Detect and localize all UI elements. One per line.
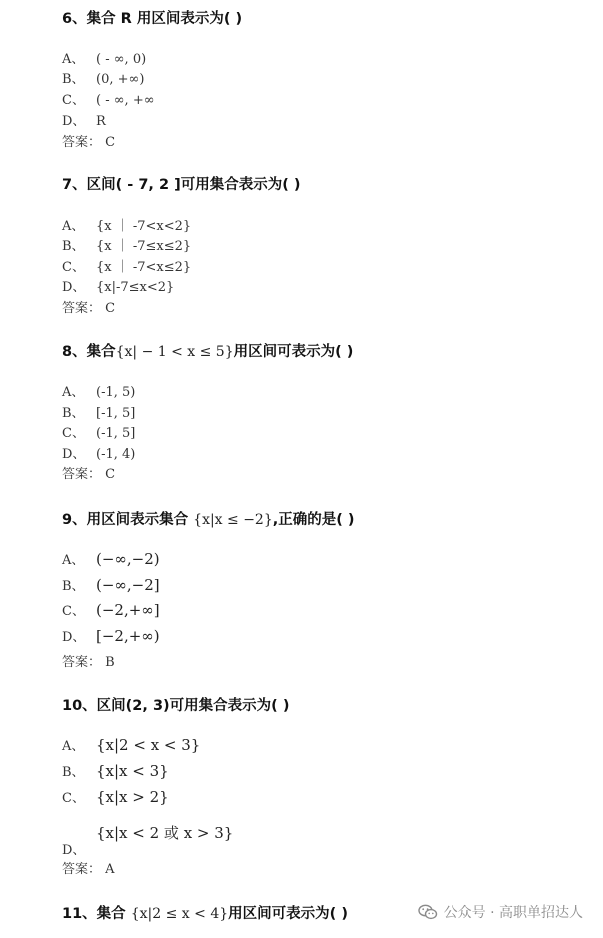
- question-6-option-d: [62, 110, 106, 129]
- option-letter: B、: [62, 579, 85, 594]
- option-letter: B、: [62, 406, 85, 421]
- question-8-answer: 答案： C: [62, 467, 116, 482]
- question-10-option-d: [62, 822, 233, 858]
- option-letter: B、: [62, 765, 85, 780]
- option-letter: D、: [62, 280, 86, 295]
- option-letter: A、: [62, 553, 85, 568]
- question-6-answer: 答案： C: [62, 135, 116, 150]
- watermark: [418, 902, 583, 922]
- question-8-prompt: [62, 340, 353, 361]
- question-10-option-c: [62, 787, 169, 806]
- option-text: {x|-7≤x<2}: [96, 280, 175, 295]
- option-letter: D、: [62, 114, 86, 129]
- prompt-prefix: 11、集合: [62, 906, 126, 922]
- question-8-option-d: [62, 443, 135, 462]
- question-10-prompt: 10、区间(2, 3)可用集合表示为( ): [62, 698, 290, 714]
- watermark-text: 公众号 · 高职单招达人: [443, 905, 583, 921]
- option-text: {x ｜ -7<x<2}: [96, 219, 192, 234]
- option-text: (-1, 5): [96, 385, 136, 400]
- option-text: {x|x < 2 或 x > 3}: [96, 824, 234, 842]
- question-6-prompt: 6、集合 R 用区间表示为( ): [62, 11, 243, 27]
- question-10-option-a: [62, 735, 200, 754]
- question-10-answer: 答案： A: [62, 862, 115, 877]
- option-text: {x ｜ -7<x≤2}: [96, 260, 192, 275]
- option-text: R: [96, 114, 106, 129]
- prompt-prefix: 9、用区间表示集合: [62, 512, 189, 528]
- question-7-prompt: 7、区间( - 7, 2 ]可用集合表示为( ): [62, 177, 301, 193]
- question-7-option-a: [62, 215, 191, 234]
- option-letter: C、: [62, 791, 85, 806]
- prompt-suffix: 用区间可表示为( ): [233, 344, 354, 360]
- option-letter: A、: [62, 219, 85, 234]
- set-notation: {x| − 1 < x ≤ 5}: [115, 344, 234, 360]
- question-7-option-d: [62, 276, 174, 295]
- wechat-icon: [418, 904, 438, 920]
- question-9-prompt: [62, 508, 355, 529]
- question-9-answer: 答案： B: [62, 655, 115, 670]
- option-text: (−2,+∞]: [96, 601, 160, 619]
- prompt-suffix: 用区间可表示为( ): [228, 906, 348, 922]
- question-7-answer: 答案： C: [62, 301, 116, 316]
- option-letter: A、: [62, 52, 85, 67]
- set-notation: {x|x ≤ −2}: [193, 512, 273, 528]
- option-letter: D、: [62, 843, 86, 858]
- option-text: (−∞,−2]: [96, 576, 160, 594]
- option-letter: A、: [62, 739, 85, 754]
- option-letter: B、: [62, 72, 85, 87]
- question-6-option-c: [62, 89, 155, 108]
- question-7-option-c: [62, 256, 191, 275]
- question-8-option-b: [62, 402, 135, 421]
- option-letter: C、: [62, 604, 85, 619]
- option-letter: B、: [62, 239, 85, 254]
- question-8-option-a: [62, 381, 135, 400]
- set-notation: {x|2 ≤ x < 4}: [130, 906, 229, 922]
- option-text: (-1, 4): [96, 447, 136, 462]
- option-letter: C、: [62, 260, 85, 275]
- question-9-option-a: [62, 549, 160, 568]
- question-11-prompt: [62, 902, 348, 923]
- option-text: [−2,+∞): [96, 627, 160, 645]
- option-letter: D、: [62, 630, 86, 645]
- option-text: {x|x > 2}: [96, 788, 169, 806]
- option-letter: D、: [62, 447, 86, 462]
- option-text: {x|2 < x < 3}: [96, 736, 201, 754]
- question-8-option-c: [62, 422, 135, 441]
- question-9-option-d: [62, 626, 160, 645]
- option-letter: A、: [62, 385, 85, 400]
- question-9-option-b: [62, 575, 160, 594]
- option-text: ( - ∞, 0): [96, 52, 147, 67]
- question-6-option-a: [62, 48, 146, 67]
- option-text: {x|x < 3}: [96, 762, 169, 780]
- option-letter: C、: [62, 426, 85, 441]
- option-text: ( - ∞, +∞: [96, 93, 155, 108]
- option-letter: C、: [62, 93, 85, 108]
- prompt-prefix: 8、集合: [62, 344, 116, 360]
- option-text: {x ｜ -7≤x≤2}: [96, 239, 192, 254]
- option-text: (−∞,−2): [96, 550, 160, 568]
- option-text: (-1, 5]: [96, 426, 136, 441]
- question-9-option-c: [62, 600, 160, 619]
- question-10-option-b: [62, 761, 169, 780]
- option-text: [-1, 5]: [96, 406, 136, 421]
- option-text: (0, +∞): [96, 72, 145, 87]
- question-7-option-b: [62, 235, 191, 254]
- question-6-option-b: [62, 68, 144, 87]
- prompt-suffix: ,正确的是( ): [272, 512, 355, 528]
